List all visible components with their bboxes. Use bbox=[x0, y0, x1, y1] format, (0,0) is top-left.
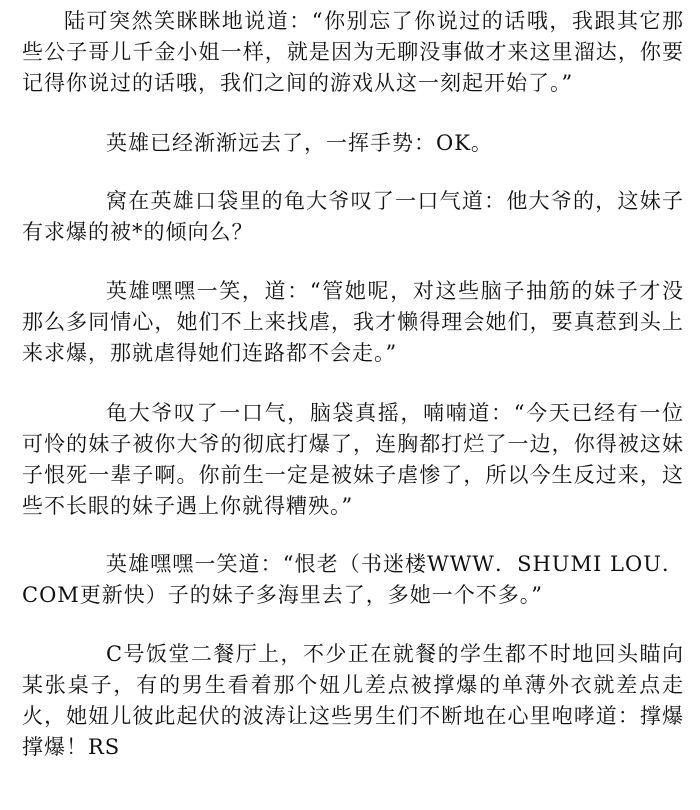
paragraph-6: 英雄嘿嘿一笑道：“恨老（书迷楼WWW．SHUMI LOU．COM更新快）子的妹子多海里去了，多她一个不多。” bbox=[22, 552, 684, 607]
paragraph-3: 窝在英雄口袋里的龟大爷叹了一口气道：他大爷的，这妹子有求爆的被*的倾向么？ bbox=[22, 189, 684, 244]
paragraph-2: 英雄已经渐渐远去了，一挥手势：OK。 bbox=[106, 131, 493, 155]
paragraph-7: C号饭堂二餐厅上，不少正在就餐的学生都不时地回头瞄向某张桌子，有的男生看着那个妞儿差点被撑爆的单薄外衣就差点走火，她妞儿彼此起伏的波涛让这些男生们不断地在心里咆哮道：撑爆撑爆！RS bbox=[22, 642, 684, 759]
paragraph-4: 英雄嘿嘿一笑，道：“管她呢，对这些脑子抽筋的妹子才没那么多同情心，她们不上来找虐，我才懒得理会她们，要真惹到头上来求爆，那就虐得她们连路都不会走。” bbox=[22, 279, 684, 365]
paragraph-5: 龟大爷叹了一口气，脑袋真摇，喃喃道：“今天已经有一位可怜的妹子被你大爷的彻底打爆了，连胸都打烂了一边，你得被这妹子恨死一辈子啊。你前生一定是被妹子虐惨了，所以今生反过来，这些不长眼的妹子遇上你就得糟殃。” bbox=[22, 401, 684, 518]
paragraph-1: 陆可突然笑眯眯地说道：“你别忘了你说过的话哦，我跟其它那些公子哥儿千金小姐一样，就是因为无聊没事做才来这里溜达，你要记得你说过的话哦，我们之间的游戏从这一刻起开始了。” bbox=[22, 9, 684, 95]
